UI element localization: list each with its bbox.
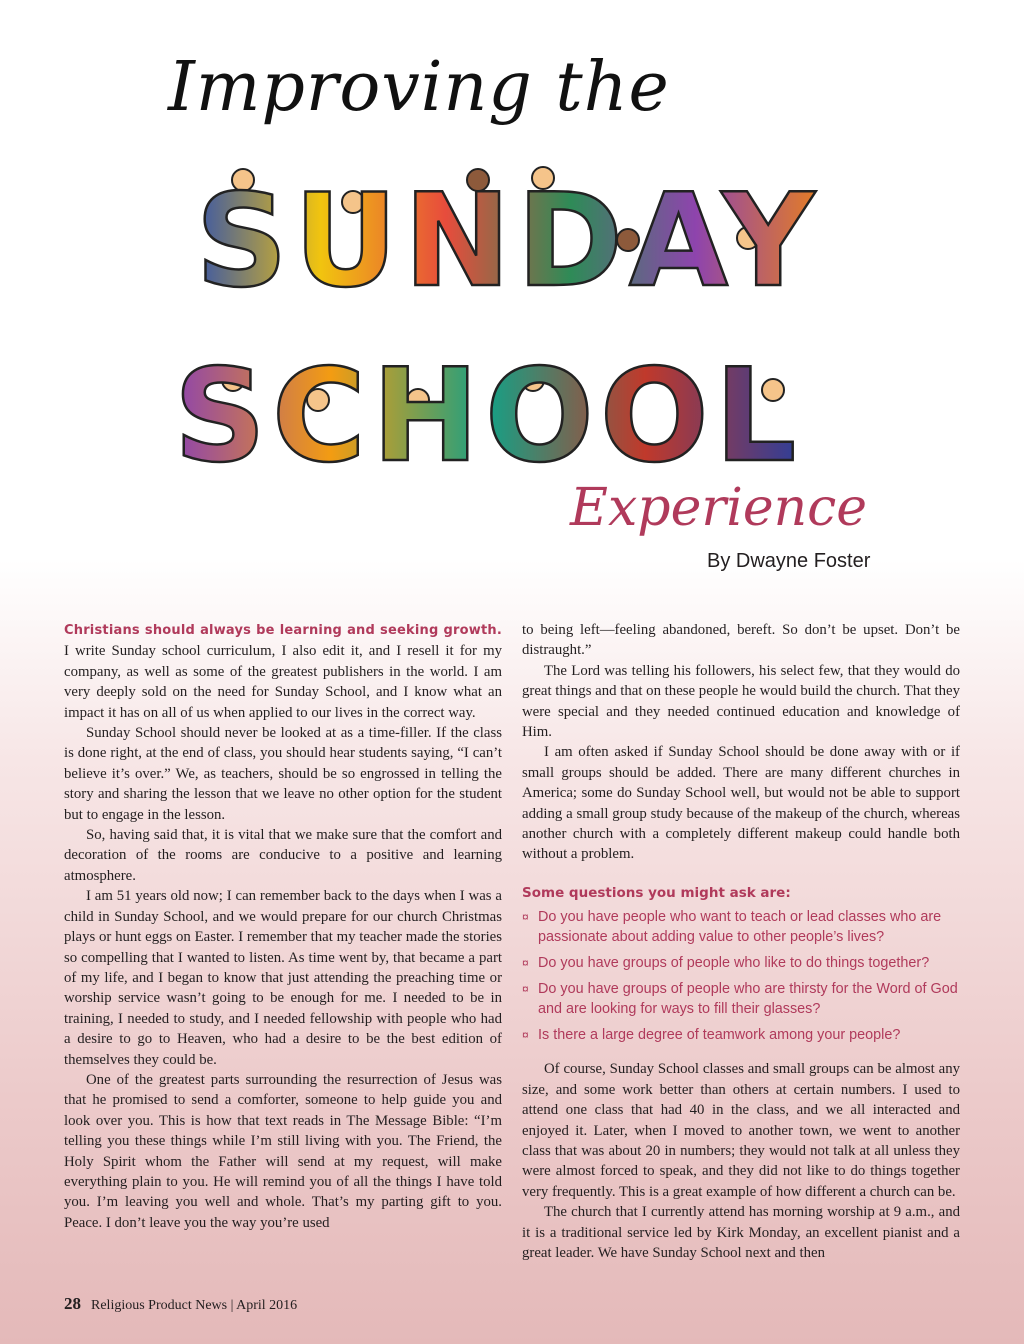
article-column-right: [522, 620, 960, 1292]
paragraph: Of course, Sunday School classes and small groups can be almost any size, and some work better than others at certain numbers. I used to attend one class that had 40 in the class, and we all interacted and enjoyed it. Later, when I moved to another town, we went to another class that was about 20 in numbers; they would not talk at all unless they were almost forced to speak, and they did not like to do things together very frequently. This is a great example of how different a church can be.: [522, 1061, 960, 1200]
paragraph: The Lord was telling his followers, his select few, that they would do great things and that on these people he would build the church. That they were special and they needed continued education and knowledge of Him.: [522, 662, 960, 741]
title-improving-the: Improving the: [168, 48, 670, 127]
paragraph-text: I write Sunday school curriculum, I also edit it, and I resell it for my company, as well as some of the greatest publishers in the world. I am very deeply sold on the need for Sunday School, and I know what an impact it has on all of us when applied to our lives in the correct way.: [64, 643, 502, 721]
paragraph: I am 51 years old now; I can remember back to the days when I was a child in Sunday School, and we would prepare for our church Christmas plays or hunt eggs on Easter. I remember that my teacher made the stories so compelling that I wanted to listen. As time went by, that became a part of my life, and I began to know that just attending the preaching time or worship service wasn’t going to be enough for me. I needed to be in training, I needed to study, and I needed fellowship with people who had a desire to go to Heaven, who had a desire to be the best edition of themselves they could be.: [64, 888, 502, 1068]
bullet-icon: ¤: [522, 910, 529, 925]
kids-letters-art: [148, 150, 868, 490]
paragraph: I am often asked if Sunday School should be done away with or if small groups should be added. There are many different churches in America; some do Sunday School well, but would not be able to support adding a small group study because of the makeup of the church, whereas another church with a completely different makeup could handle both without a problem.: [522, 744, 960, 863]
paragraph: The church that I currently attend has morning worship at 9 a.m., and it is a traditional service led by Kirk Monday, an excellent pianist and a great leader. We have Sunday School next and then: [522, 1204, 960, 1261]
paragraph: [64, 620, 502, 723]
bullet-icon: ¤: [522, 956, 529, 971]
questions-list: [522, 907, 960, 1045]
paragraph: to being left—feeling abandoned, bereft. So don’t be upset. Don’t be distraught.”: [522, 622, 960, 659]
paragraph: One of the greatest parts surrounding the resurrection of Jesus was that he promised to send a comforter, someone to help guide you and look over you. This is how that text reads in The Message Bible: “I’m telling you these things while I’m still living with you. The Friend, the Holy Spirit whom the Father will send at my request, will make everything plain to you. He will remind you of all the things I have told you. I’m leaving you well and whole. That’s my parting gift to you. Peace. I don’t leave you the way you’re used: [64, 1071, 502, 1231]
byline: By Dwayne Foster: [707, 550, 871, 572]
art-word-school: SCHOOL: [173, 342, 803, 490]
list-item: ¤ Do you have groups of people who like to do things together?: [522, 955, 930, 972]
list-item: ¤ Do you have people who want to teach or lead classes who are passionate about adding value to other people’s lives?: [522, 909, 942, 946]
title-experience: Experience: [570, 478, 867, 538]
bullet-icon: ¤: [522, 982, 529, 997]
publication-info: Religious Product News | April 2016: [91, 1298, 298, 1313]
questions-heading: Some questions you might ask are:: [522, 884, 791, 901]
paragraph: So, having said that, it is vital that we make sure that the comfort and decoration of the rooms are conducive to a positive and learning atmosphere.: [64, 827, 502, 884]
list-item: ¤ Is there a large degree of teamwork among your people?: [522, 1027, 901, 1044]
list-item: ¤ Do you have groups of people who are thirsty for the Word of God and are looking for ways to fill their glasses?: [522, 981, 958, 1018]
art-word-sunday: SUNDAY: [195, 167, 821, 316]
page-number: 28: [64, 1294, 81, 1313]
lead-sentence: Christians should always be learning and seeking growth.: [64, 623, 502, 638]
article-column-left: [64, 620, 502, 1292]
paragraph: Sunday School should never be looked at as a time-filler. If the class is done right, at the end of class, you should hear students saying, “I can’t believe it’s over.” We, as teachers, should be so engrossed in telling the story and sharing the lesson that we leave no other option for the student but to engage in the lesson.: [64, 725, 502, 823]
page-footer: [64, 1294, 297, 1314]
bullet-icon: ¤: [522, 1028, 529, 1043]
sunday-school-illustration: [148, 150, 868, 490]
